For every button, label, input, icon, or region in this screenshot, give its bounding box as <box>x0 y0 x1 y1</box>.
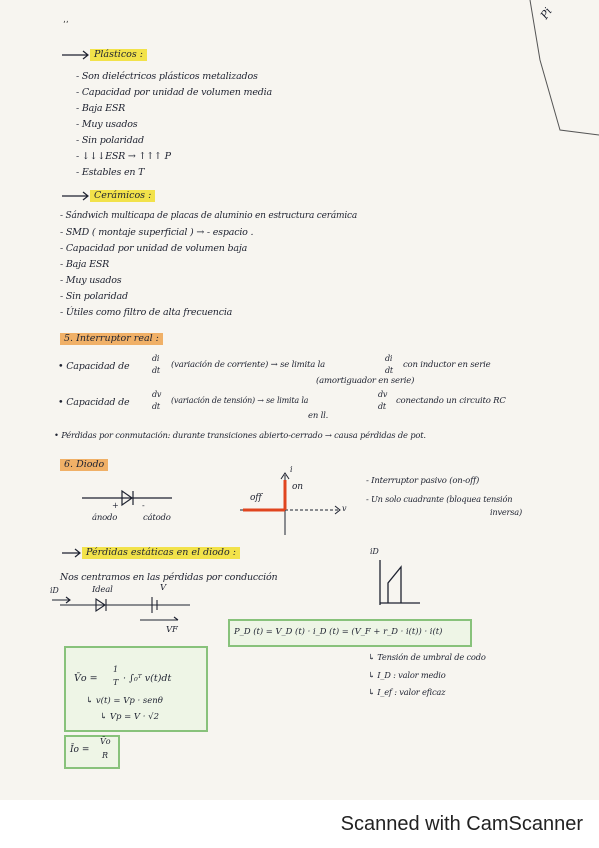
bullet-dv-frac2-num: dv <box>378 390 388 399</box>
ideal-circuit <box>52 597 190 620</box>
page-edge-line <box>530 0 599 135</box>
legend-ief: ↳ I_ef : valor eficaz <box>368 687 446 697</box>
top-mark: ,, <box>63 15 69 25</box>
ceramicos-title: Cerámicos : <box>90 190 155 202</box>
diode-symbol <box>82 491 172 505</box>
plasticos-item: - Capacidad por unidad de volumen media <box>76 87 272 98</box>
perdidas-intro: Nos centramos en las pérdidas por conducción <box>60 572 278 583</box>
diodo-note-2a: - Un solo cuadrante (bloquea tensión <box>366 494 513 504</box>
plasticos-item: - Son dieléctricos plásticos metalizados <box>76 71 258 82</box>
io-num: V̄o <box>100 737 111 746</box>
bullet-dv-frac-num: dv <box>152 390 162 399</box>
vmed-integral: · ∫₀ᵀ v(t)dt <box>123 673 172 684</box>
graph-off-label: off <box>250 493 262 503</box>
graph-on-label: on <box>292 482 303 492</box>
vmed-frac-den: T <box>113 678 119 687</box>
ceramicos-item: - Muy usados <box>60 275 122 286</box>
bullet-perdidas-conmutacion: • Pérdidas por conmutación: durante transiciones abierto-cerrado → causa pérdidas de pot. <box>54 430 426 440</box>
ceramicos-item: - Capacidad por unidad de volumen baja <box>60 243 248 254</box>
bullet-di-frac-den: dt <box>152 366 160 375</box>
vmed-line3: ↳ Vp = V · √2 <box>100 712 159 722</box>
diode-catodo: cátodo <box>143 513 171 523</box>
vmed-lhs: V̄o = <box>74 673 98 684</box>
graph-v-label: v <box>342 504 347 513</box>
arrow-plasticos <box>62 51 88 59</box>
bullet-dv-mid: (variación de tensión) → se limita la <box>171 396 309 405</box>
plasticos-item: - Muy usados <box>76 119 138 130</box>
ceramicos-item: - Útiles como filtro de alta frecuencia <box>60 307 233 318</box>
id-graph-label: iD <box>370 547 379 556</box>
graph-i-label: i <box>290 465 293 474</box>
footer <box>0 800 599 848</box>
vmed-line2: ↳ v(t) = Vp · senθ <box>86 696 163 706</box>
bullet-di-frac-num: di <box>152 354 160 363</box>
ceramicos-item: - SMD ( montaje superficial ) → - espacio . <box>60 227 254 238</box>
diode-plus: + <box>112 501 119 510</box>
camscanner-watermark: Scanned with CamScanner <box>340 813 583 835</box>
diodo-title: 6. Diodo <box>60 459 108 471</box>
id-graph <box>380 560 420 605</box>
plasticos-item: - Sin polaridad <box>76 135 144 146</box>
bullet-di-frac2-den: dt <box>385 366 393 375</box>
diode-minus: - <box>142 501 145 510</box>
circuit-vf-label: VF <box>166 625 178 635</box>
iv-graph <box>240 473 340 535</box>
bullet-di-post: con inductor en serie <box>403 360 491 370</box>
legend-id-medio: ↳ I_D : valor medio <box>368 670 446 680</box>
perdidas-title: Pérdidas estáticas en el diodo : <box>82 547 240 559</box>
legend-umbral: ↳ Tensión de umbral de codo <box>368 652 486 662</box>
plasticos-item: - Estables en T <box>76 167 145 178</box>
bullet-di-pre: • Capacidad de <box>58 361 130 372</box>
circuit-id-label: iD <box>50 586 59 595</box>
ceramicos-item: - Sándwich multicapa de placas de aluminio en estructura cerámica <box>60 211 358 221</box>
arrow-perdidas <box>62 549 80 557</box>
bullet-di-frac2-num: di <box>385 354 393 363</box>
diodo-note-2b: inversa) <box>490 507 522 517</box>
ceramicos-item: - Sin polaridad <box>60 291 128 302</box>
plasticos-title: Plásticos : <box>90 49 147 61</box>
diode-anodo: ánodo <box>92 513 118 523</box>
diodo-note-1: - Interruptor pasivo (on-off) <box>366 476 480 486</box>
bullet-di-mid: (variación de corriente) → se limita la <box>171 360 325 370</box>
vmed-frac-num: 1 <box>113 665 119 674</box>
bullet-di-post2: (amortiguador en serie) <box>316 376 415 386</box>
plasticos-item: - ↓↓↓ESR → ↑↑↑ P <box>76 151 171 162</box>
power-formula: P_D (t) = V_D (t) · i_D (t) = (V_F + r_D · i(t)) · i(t) <box>234 626 443 636</box>
bullet-dv-frac2-den: dt <box>378 402 386 411</box>
io-lhs: Īo = <box>70 745 90 755</box>
ceramicos-item: - Baja ESR <box>60 259 110 270</box>
arrow-ceramicos <box>62 192 88 200</box>
circuit-v-label: V <box>160 583 166 593</box>
bullet-dv-post: conectando un circuito RC <box>396 396 506 406</box>
io-den: R <box>102 751 109 760</box>
circuit-ideal-label: Ideal <box>92 585 113 595</box>
bullet-dv-post2: en ll. <box>308 411 329 421</box>
bullet-dv-frac-den: dt <box>152 402 160 411</box>
bullet-dv-pre: • Capacidad de <box>58 397 130 408</box>
interruptor-title: 5. Interruptor real : <box>60 333 163 345</box>
corner-label: Pi <box>537 5 555 22</box>
plasticos-item: - Baja ESR <box>76 103 126 114</box>
